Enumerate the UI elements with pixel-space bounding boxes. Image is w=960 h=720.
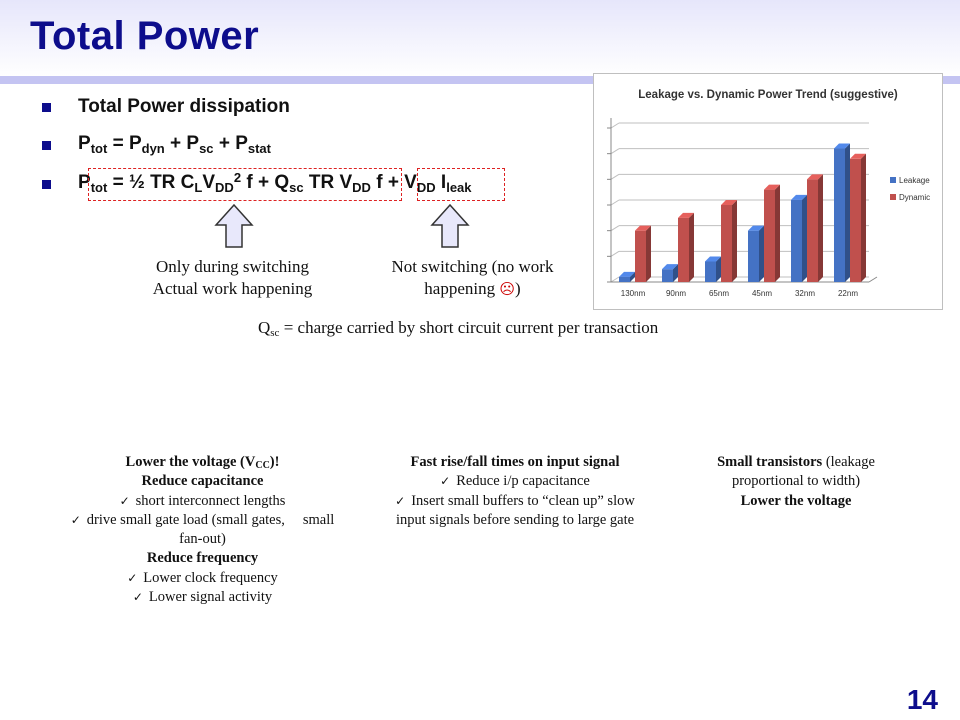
reduce-capacitance-heading: Reduce capacitance <box>141 473 264 490</box>
x-tick-label: 130nm <box>620 289 646 298</box>
bar-dynamic-45nm <box>764 190 775 282</box>
check-item: ✓ short interconnect lengths <box>119 492 286 509</box>
bullet-marker <box>42 180 51 189</box>
checkmark-icon: ✓ <box>70 512 81 527</box>
check-item: ✓ Lower signal activity <box>132 589 273 606</box>
bullet-ptot-formula: $P_{tot}$ = ½ TR $C_LV_{DD}^2$ $f + Q_{sc}$ TR $V_{DD}$ $f + V_{DD}$ $I_{leak}$ <box>78 170 472 195</box>
page-number: 14 <box>906 684 938 715</box>
fast-rise-heading: Fast rise/fall times on input signal <box>410 454 620 470</box>
lower-voltage-heading: Lower the voltage <box>740 492 852 509</box>
bar-dynamic-65nm <box>721 205 732 282</box>
bullet-ptot-sum: $P_{tot} = P_{dyn} + P_{sc} + P_{stat}$ <box>78 133 271 156</box>
bar-leakage-22nm <box>834 149 845 282</box>
bar-dynamic-130nm <box>635 231 646 282</box>
checkmark-icon: ✓ <box>119 493 130 508</box>
bar-leakage-22nm-side <box>845 144 850 282</box>
checkmark-icon: ✓ <box>395 493 406 508</box>
legend-label-leakage: Leakage <box>899 176 930 185</box>
check-item: ✓ Lower clock frequency <box>127 569 278 586</box>
bar-leakage-90nm <box>662 269 673 282</box>
bar-dynamic-90nm <box>678 218 689 282</box>
bar-leakage-45nm-side <box>759 226 764 282</box>
check-item: ✓ drive small gate load (small gates, small <box>70 511 335 528</box>
gridline <box>611 149 619 154</box>
checkmark-icon: ✓ <box>440 474 451 489</box>
check-item: ✓ Reduce i/p capacitance <box>440 473 590 490</box>
checkmark-icon: ✓ <box>127 570 138 585</box>
gridline <box>611 174 619 179</box>
bar-leakage-45nm <box>748 231 759 282</box>
bar-dynamic-32nm-side <box>818 174 823 282</box>
power-trend-chart <box>593 73 943 310</box>
qsc-definition: $Q_{sc}$ = charge carried by short circuit current per transaction <box>258 318 659 339</box>
dynamic-term-highlight <box>88 168 402 201</box>
lower-voltage-heading: Lower the voltage $(V_{CC})$! <box>125 454 280 471</box>
up-arrow-icon <box>214 203 254 249</box>
bar-dynamic-130nm-side <box>646 226 651 282</box>
x-tick-label: 90nm <box>665 289 687 298</box>
bar-dynamic-65nm-side <box>732 200 737 282</box>
gridline <box>611 200 619 205</box>
bar-dynamic-45nm-side <box>775 185 780 282</box>
reduce-frequency-heading: Reduce frequency <box>146 550 259 567</box>
bar-leakage-32nm <box>791 200 802 282</box>
gridline <box>611 277 619 282</box>
check-item: ✓ Insert small buffers to “clean up” slow <box>395 492 635 509</box>
bar-dynamic-22nm-side <box>861 154 866 282</box>
check-item-continuation: input signals before sending to large gate <box>395 511 635 528</box>
legend-label-dynamic: Dynamic <box>899 193 931 202</box>
switching-note: Only during switching Actual work happening <box>152 257 313 298</box>
bar-leakage-65nm <box>705 261 716 282</box>
check-item-continuation: fan-out) <box>179 531 226 548</box>
x-tick-label: 32nm <box>794 289 816 298</box>
middle-column <box>370 453 660 530</box>
x-tick-label: 45nm <box>751 289 773 298</box>
x-tick-label: 22nm <box>837 289 859 298</box>
static-term-highlight <box>417 168 505 201</box>
bullet-total-power: Total Power dissipation <box>78 96 290 117</box>
bullet-marker <box>42 141 51 150</box>
legend-swatch-dynamic <box>890 194 896 200</box>
gridline <box>611 123 619 128</box>
not-switching-note: Not switching (no work happening ☹) <box>391 257 554 298</box>
gridline <box>611 226 619 231</box>
left-column <box>40 453 365 607</box>
right-column: Small transistors (leakage proportional to width) Lower the voltage <box>680 453 912 511</box>
slide-title: Total Power <box>30 14 260 58</box>
bar-leakage-130nm <box>619 277 630 282</box>
bar-dynamic-22nm <box>850 159 861 282</box>
bullet-marker <box>42 103 51 112</box>
bar-dynamic-32nm <box>807 179 818 282</box>
x-tick-label: 65nm <box>708 289 730 298</box>
checkmark-icon: ✓ <box>132 590 143 605</box>
small-transistors-item: Small transistors (leakage <box>717 454 875 470</box>
floor-edge <box>869 277 877 282</box>
bar-leakage-32nm-side <box>802 195 807 282</box>
gridline <box>611 251 619 256</box>
sad-face-icon: ☹ <box>499 280 516 298</box>
chart-title: Leakage vs. Dynamic Power Trend (suggestive) <box>638 89 898 101</box>
up-arrow-icon <box>430 203 470 249</box>
bar-dynamic-90nm-side <box>689 213 694 282</box>
legend-swatch-leakage <box>890 177 896 183</box>
